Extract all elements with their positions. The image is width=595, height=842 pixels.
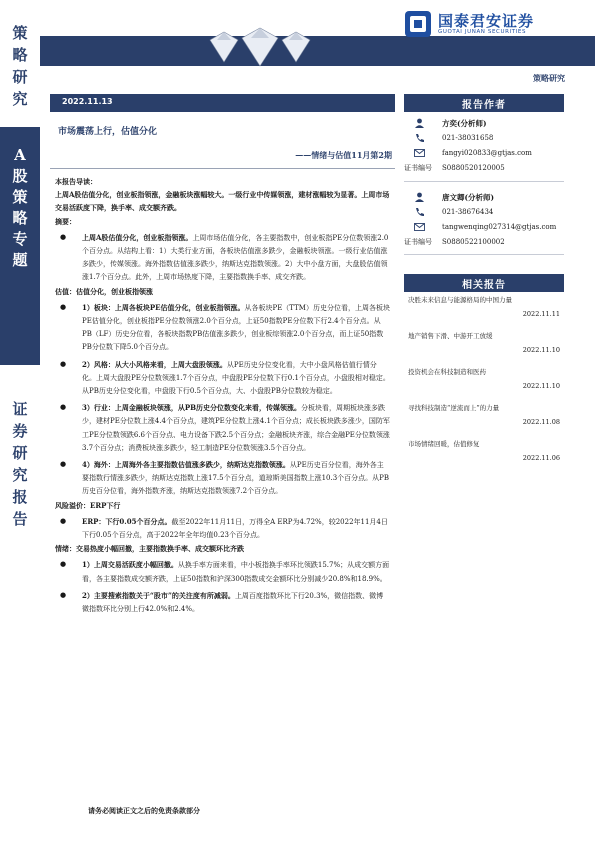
valuation-bullet-style bbox=[55, 358, 390, 399]
related-report-date: 2022.11.10 bbox=[522, 382, 560, 390]
analyst-email[interactable]: fangyi020833@gtjas.com bbox=[442, 149, 532, 157]
guide-text: 上周A股估值分化，创业板指领涨，金融板块涨幅较大。一级行业中传媒领涨，建材涨幅较为显著。上周市场交易活跃度下降，换手率、成交额齐跌。 bbox=[55, 190, 390, 213]
person-icon bbox=[414, 192, 425, 202]
authors-title: 报告作者 bbox=[462, 100, 506, 111]
left-band-topic: A股策略专题 bbox=[12, 146, 28, 269]
related-report-title[interactable]: 寻找科技制造“逆流而上”的力量 bbox=[408, 404, 500, 412]
report-title: 市场震荡上行，估值分化 bbox=[58, 127, 158, 137]
sentiment-lede: 2）主要搜索指数关于“股市”的关注度有所减弱。 bbox=[82, 590, 235, 600]
related-report-title[interactable]: 市场情绪回暖，估值修复 bbox=[408, 440, 480, 448]
summary-bullet bbox=[55, 231, 390, 285]
related-report[interactable] bbox=[404, 398, 564, 434]
cert-label: 证书编号 bbox=[404, 164, 432, 172]
risk-heading: 风险溢价：ERP下行 bbox=[55, 500, 121, 510]
valuation-heading: 估值：估值分化，创业板指领涨 bbox=[55, 286, 153, 296]
email-icon bbox=[414, 222, 425, 232]
summary-heading: 摘要： bbox=[55, 216, 76, 226]
brand-name-cn: 国泰君安证券 bbox=[438, 12, 535, 30]
sentiment-text: 从换手率方面来看，中小板指换手率环比领跌15.7%；从成交额方面看，各主要指数成交额齐跌，上证50指数和沪深300指数成交金额环比分别减少20.8%和18.9%。 bbox=[82, 561, 390, 583]
brand-name-en: GUOTAI JUNAN SECURITIES bbox=[438, 29, 527, 35]
analyst-name: 唐文卿(分析师) bbox=[442, 193, 495, 202]
valuation-text: 从PE历史分位变化看，大中小盘风格估值行情分化。上周大盘股PE分位数领涨1.7个百分点，中盘股PE分位数下行0.1个百分点，小盘股相对稳定。从PB历史分位变化看，中盘股下行0.5个百分点，大、小盘股PB分位数较为稳定。 bbox=[82, 360, 390, 396]
analyst-name: 方奕(分析师) bbox=[442, 119, 487, 128]
brand-logo bbox=[404, 10, 584, 40]
analyst-email[interactable]: tangwenqing027314@gtjas.com bbox=[442, 223, 557, 231]
analyst-email-row bbox=[404, 146, 564, 161]
header-category: 策略研究 bbox=[533, 73, 565, 83]
title-divider bbox=[50, 168, 395, 169]
valuation-text: 分板块看，周期板块涨多跌少，建材PE分位数上涨4.4个百分点，建筑PE分位数上涨4.1个百分点；成长板块跌多涨少，国防军工PE分位数领跌6.6个百分点、电力设备下跌2.5个百分点；金融板块齐涨，综合金融PE分位数领涨3.7个百分点；消费板块涨多跌少，轻工制造PE分位数领涨3.5个百分点。 bbox=[82, 404, 390, 452]
related-report-date: 2022.11.08 bbox=[522, 418, 560, 426]
related-title: 相关报告 bbox=[462, 280, 506, 291]
analyst-email-row bbox=[404, 220, 564, 235]
related-report-date: 2022.11.10 bbox=[522, 346, 560, 354]
valuation-bullet-industry bbox=[55, 401, 390, 455]
analyst-name-row bbox=[404, 190, 564, 205]
sentiment-lede: 1）上周交易活跃度小幅回撤。 bbox=[82, 560, 178, 570]
diamond-decoration-icon bbox=[190, 22, 330, 72]
analyst-phone: 021-38031658 bbox=[442, 134, 494, 142]
related-report[interactable] bbox=[404, 434, 564, 470]
person-icon bbox=[414, 118, 425, 128]
analyst-card bbox=[404, 190, 564, 250]
analyst-phone-row bbox=[404, 131, 564, 146]
valuation-lede: 4）海外：上周海外各主要指数估值涨多跌少，纳斯达克指数领涨。 bbox=[82, 460, 290, 470]
related-report-date: 2022.11.11 bbox=[522, 310, 560, 318]
analyst-phone-row bbox=[404, 205, 564, 220]
analyst-cert-row bbox=[404, 161, 564, 176]
sentiment-heading: 情绪：交易热度小幅回撤，主要指数换手率、成交额环比齐跌 bbox=[55, 544, 244, 554]
report-date: 2022.11.13 bbox=[62, 97, 113, 106]
disclaimer-note: 请务必阅读正文之后的免责条款部分 bbox=[88, 806, 200, 815]
summary-text: 上周市场估值分化，各主要指数中，创业板指PE分位数领涨2.0个百分点。从结构上看：1）大类行业方面，各板块估值涨多跌少，金融板块领涨。一级行业估值涨多跌少，传媒领涨。海外指数估值涨多跌少，纳斯达克指数领涨。2）大中小盘方面，大盘股估值领涨1.7个百分点。此外，上周市场热度下降，主要指数换手率、成交齐跌。 bbox=[82, 233, 389, 282]
related-report[interactable] bbox=[404, 362, 564, 398]
valuation-lede: 2）风格：从大小风格来看，上周大盘股领涨。 bbox=[82, 359, 227, 369]
related-report[interactable] bbox=[404, 290, 564, 326]
analyst-divider bbox=[404, 254, 564, 255]
left-band-report-type: 证券研究报告 bbox=[12, 400, 28, 528]
sentiment-bullet-turnover bbox=[55, 558, 390, 585]
sentiment-text: 上周百度指数环比下行20.3%，微信指数、微博微指数环比分别上行42.0%和2.4%。 bbox=[82, 591, 384, 614]
valuation-lede: 1）板块：上周各板块PE估值分化，创业板指领涨。 bbox=[82, 302, 245, 312]
related-list bbox=[404, 290, 564, 470]
valuation-lede: 3）行业：上周金融板块领涨，从PB历史分位数变化来看，传媒领涨。 bbox=[82, 403, 302, 413]
related-report-title[interactable]: 投资机会在科技制造和医药 bbox=[408, 368, 486, 376]
related-report-title[interactable]: 地产销售下滑、中游开工放缓 bbox=[408, 332, 493, 340]
left-band-category: 策略研究 bbox=[12, 24, 28, 108]
report-subtitle: ——情绪与估值11月第2期 bbox=[295, 150, 392, 160]
related-report[interactable] bbox=[404, 326, 564, 362]
analyst-phone: 021-38676434 bbox=[442, 208, 494, 216]
risk-lede: ERP：下行0.05个百分点。 bbox=[82, 516, 172, 526]
left-band-top bbox=[0, 0, 40, 127]
analyst-card bbox=[404, 116, 564, 176]
analyst-name-row bbox=[404, 116, 564, 131]
related-report-title[interactable]: 决胜未来信息与能源格局的中国力量 bbox=[408, 296, 512, 304]
authors-header bbox=[404, 94, 564, 112]
analyst-divider bbox=[404, 181, 564, 182]
email-icon bbox=[414, 148, 425, 158]
date-bar bbox=[50, 94, 395, 112]
sentiment-bullet-search bbox=[55, 589, 390, 616]
analyst-cert: S0880522100002 bbox=[442, 238, 505, 246]
related-report-date: 2022.11.06 bbox=[522, 454, 560, 462]
valuation-bullet-sector bbox=[55, 301, 390, 355]
report-body bbox=[55, 175, 390, 616]
cert-label: 证书编号 bbox=[404, 238, 432, 246]
guide-heading: 本报告导读： bbox=[55, 177, 97, 186]
analyst-cert-row bbox=[404, 235, 564, 250]
analyst-cert: S0880520120005 bbox=[442, 164, 505, 172]
valuation-text: 从PE历史百分位看，海外各主要指数行情涨多跌少，纳斯达克指数上涨17.5个百分点，道琼斯美国指数上涨10.3个百分点。从PB历史百分位看，海外指数齐涨，纳斯达克指数领涨7.2个百分点。 bbox=[82, 461, 390, 496]
brand-mark-icon bbox=[404, 10, 432, 38]
left-band-middle bbox=[0, 127, 40, 365]
valuation-bullet-overseas bbox=[55, 458, 390, 499]
risk-text: 截至2022年11月11日，万得全A ERP为4.72%，较2022年11月4日下行0.05个百分点，高于2022年全年均值0.23个百分点。 bbox=[82, 517, 388, 540]
summary-lede: 上周A股估值分化，创业板指领涨。 bbox=[82, 232, 193, 242]
risk-bullet bbox=[55, 515, 390, 542]
valuation-text: 从各板块PE（TTM）历史分位看，上周各板块PE估值分化，创业板指PE分位数领涨2.0个百分点，上证50指数PE分位数下行2.4个百分点。从PB（LF）历史分位看，各板块指数PB估值涨多跌少，创业板综领涨2.0个百分点，而上证50指数PB分位数下降5.0个百分点。 bbox=[82, 303, 390, 352]
phone-icon bbox=[414, 207, 425, 217]
phone-icon bbox=[414, 133, 425, 143]
